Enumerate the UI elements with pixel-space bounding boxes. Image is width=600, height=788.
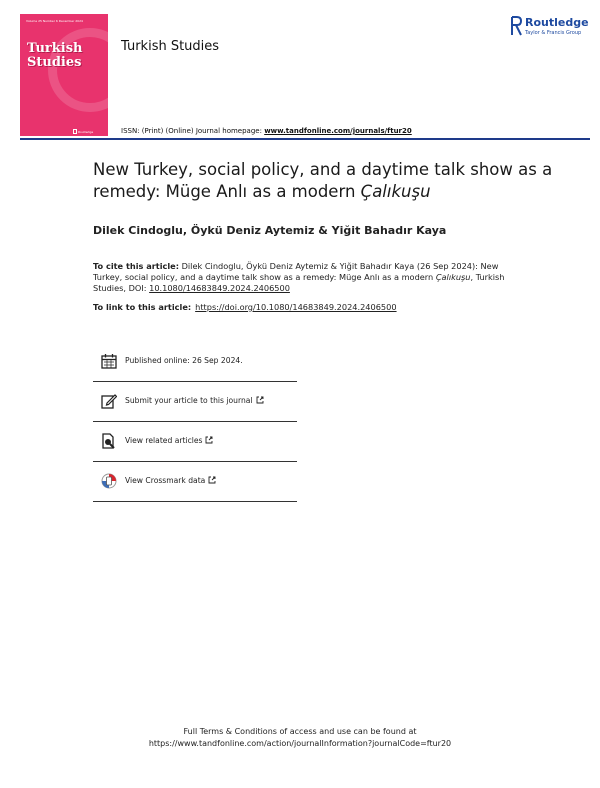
edit-icon bbox=[101, 393, 117, 409]
journal-homepage-link[interactable]: www.tandfonline.com/journals/ftur20 bbox=[264, 127, 412, 135]
cover-logo-text: Routledge bbox=[78, 130, 94, 134]
external-link-icon bbox=[208, 476, 216, 484]
submit-article-link[interactable]: Submit your article to this journal bbox=[125, 396, 253, 405]
citation-italic: Çalıkuşu bbox=[435, 272, 471, 282]
citation-text-1: Dilek Cindoglu, Öykü Deniz Aytemiz & Yiğit Bahadır Kaya (26 Sep 2024): New Turkey, social policy, and a daytime talk show as a remedy: Müge Anlı as a modern bbox=[93, 261, 499, 282]
citation-block bbox=[93, 261, 513, 294]
article-title bbox=[93, 159, 553, 203]
external-link-icon bbox=[256, 396, 264, 404]
meta-published-text: Published online: 26 Sep 2024. bbox=[125, 356, 243, 365]
related-articles-link[interactable]: View related articles bbox=[125, 436, 203, 445]
issn-label: ISSN: (Print) (Online) Journal homepage: bbox=[121, 127, 262, 135]
cover-issue-info: Volume 25 Number 6 December 2024 bbox=[26, 19, 83, 23]
article-meta-list bbox=[93, 342, 297, 502]
meta-published-online bbox=[93, 342, 297, 382]
journal-cover bbox=[20, 14, 108, 136]
routledge-logo-icon bbox=[510, 16, 522, 36]
cover-title-line2: Studies bbox=[27, 55, 82, 70]
search-document-icon bbox=[101, 433, 117, 449]
calendar-icon bbox=[101, 353, 117, 369]
publisher-logo[interactable] bbox=[510, 16, 590, 40]
article-title-main: New Turkey, social policy, and a daytime talk show as a remedy: Müge Anlı as a modern bbox=[93, 160, 553, 201]
cover-title-line1: Turkish bbox=[27, 41, 83, 56]
doi-link[interactable]: 10.1080/14683849.2024.2406500 bbox=[149, 283, 290, 293]
article-url-link[interactable]: https://doi.org/10.1080/14683849.2024.2406500 bbox=[195, 302, 397, 312]
footer bbox=[0, 726, 600, 750]
article-link-label: To link to this article: bbox=[93, 302, 192, 312]
publisher-name: Routledge bbox=[525, 16, 589, 29]
article-authors: Dilek Cindoglu, Öykü Deniz Aytemiz & Yiğit Bahadır Kaya bbox=[93, 224, 447, 237]
citation-label: To cite this article: bbox=[93, 261, 179, 271]
cover-logo-icon bbox=[73, 129, 77, 134]
meta-crossmark[interactable] bbox=[93, 462, 297, 502]
meta-related-articles[interactable] bbox=[93, 422, 297, 462]
issn-line bbox=[121, 127, 412, 135]
footer-terms-link[interactable]: https://www.tandfonline.com/action/journalInformation?journalCode=ftur20 bbox=[148, 739, 452, 748]
header-divider bbox=[20, 138, 590, 140]
citation-text-2: , Turkish Studies, DOI: bbox=[93, 272, 505, 293]
external-link-icon bbox=[205, 436, 213, 444]
publisher-subtitle: Taylor & Francis Group bbox=[525, 30, 582, 36]
journal-title[interactable]: Turkish Studies bbox=[121, 39, 220, 54]
meta-related-text bbox=[125, 436, 213, 445]
footer-terms-text: Full Terms & Conditions of access and use can be found at bbox=[183, 727, 417, 736]
crossmark-link[interactable]: View Crossmark data bbox=[125, 476, 206, 485]
meta-submit-text bbox=[125, 396, 264, 405]
meta-crossmark-text bbox=[125, 476, 216, 485]
crossmark-icon bbox=[101, 473, 117, 489]
cover-title bbox=[27, 42, 83, 70]
article-title-italic: Çalıkuşu bbox=[360, 182, 431, 201]
article-link-line bbox=[93, 302, 397, 312]
meta-submit-article[interactable] bbox=[93, 382, 297, 422]
